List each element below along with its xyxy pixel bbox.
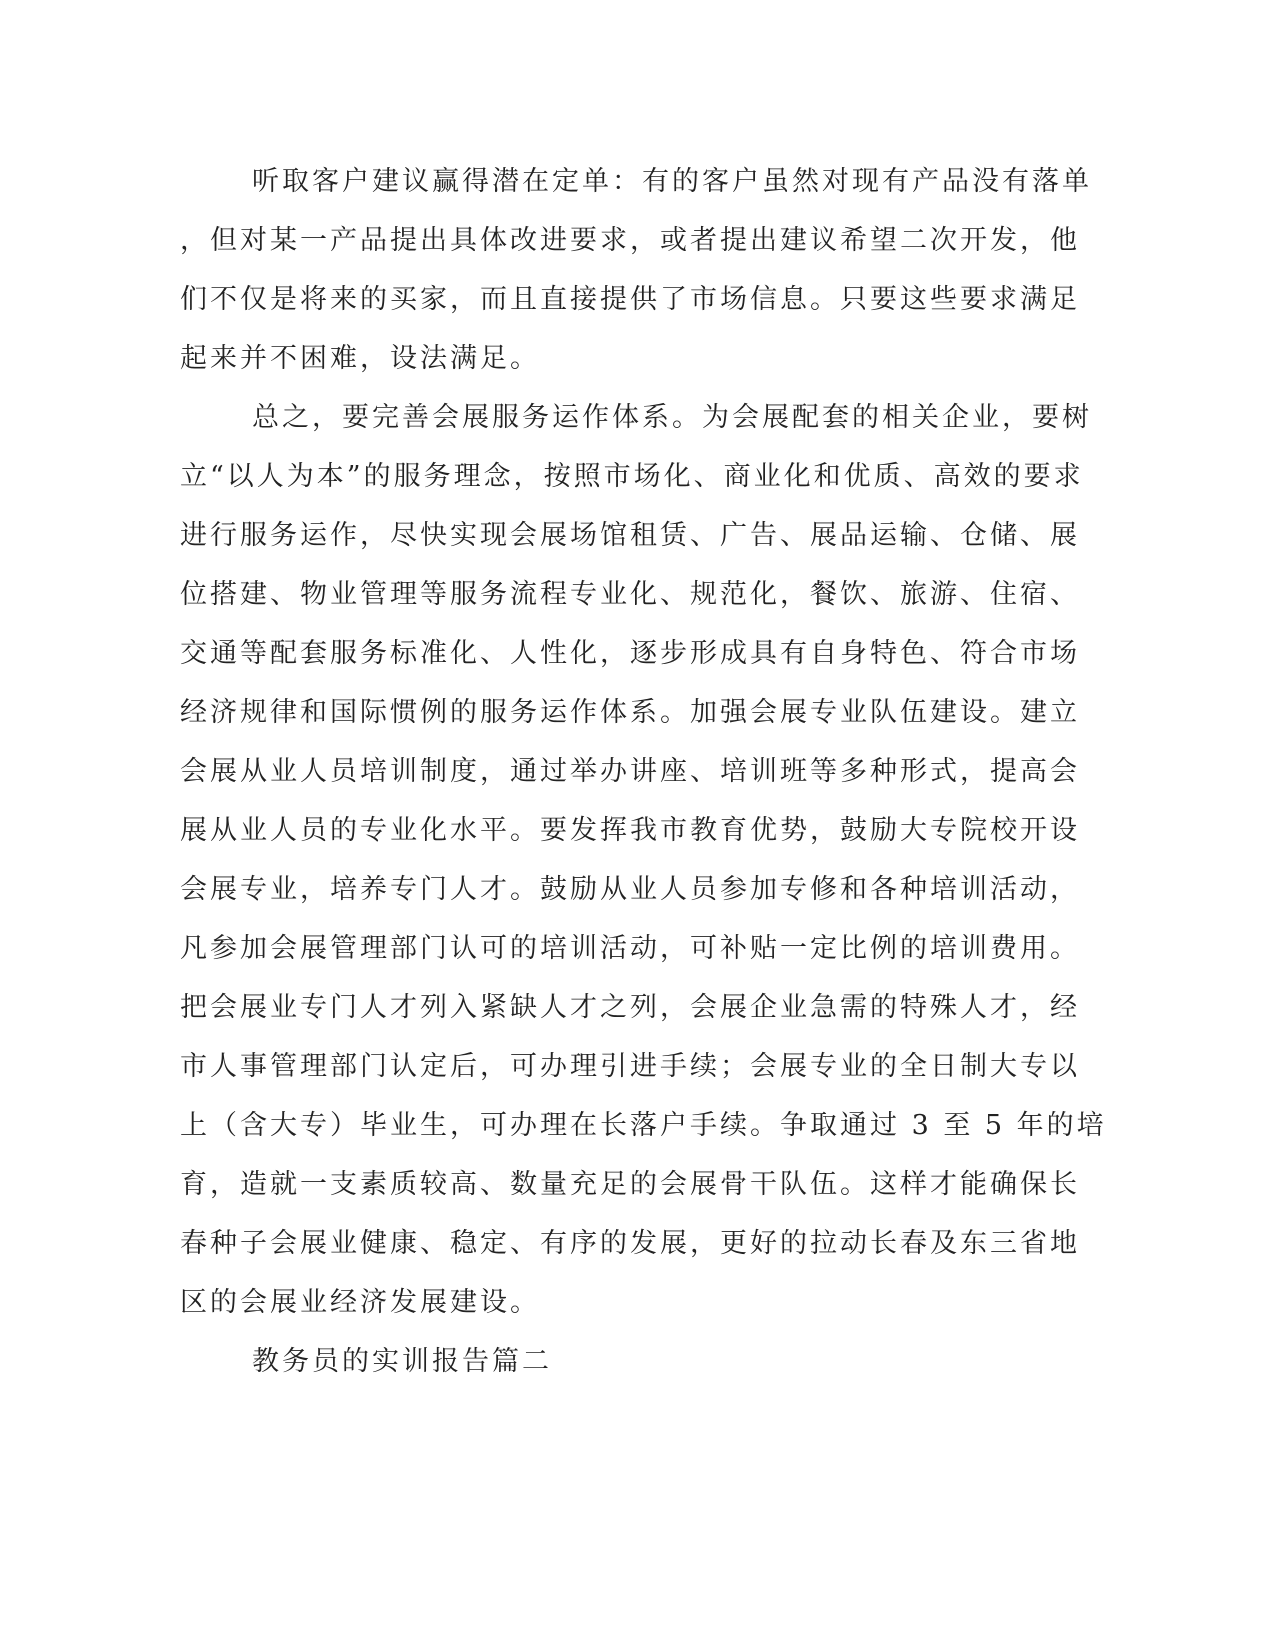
section-heading xyxy=(180,1332,1028,1391)
text-line: 进行服务运作，尽快实现会展场馆租赁、广告、展品运输、仓储、展 xyxy=(180,520,1080,551)
text-line: 经济规律和国际惯例的服务运作体系。加强会展专业队伍建设。建立 xyxy=(180,697,1080,728)
text-line: 们不仅是将来的买家，而且直接提供了市场信息。只要这些要求满足 xyxy=(180,284,1080,315)
text-line: 上（含大专）毕业生，可办理在长落户手续。争取通过 3 至 5 年的培 xyxy=(180,1110,1107,1141)
text-line: ，但对某一产品提出具体改进要求，或者提出建议希望二次开发，他 xyxy=(180,225,1080,256)
text-line: 凡参加会展管理部门认可的培训活动，可补贴一定比例的培训费用。 xyxy=(180,933,1080,964)
text-line: 把会展业专门人才列入紧缺人才之列，会展企业急需的特殊人才，经 xyxy=(180,992,1080,1023)
text-line: 立“以人为本”的服务理念，按照市场化、商业化和优质、高效的要求 xyxy=(180,461,1084,492)
text-line: 交通等配套服务标准化、人性化，逐步形成具有自身特色、符合市场 xyxy=(180,638,1080,669)
text-line: 市人事管理部门认定后，可办理引进手续；会展专业的全日制大专以 xyxy=(180,1051,1080,1082)
text-line: 育，造就一支素质较高、数量充足的会展骨干队伍。这样才能确保长 xyxy=(180,1169,1080,1200)
heading-line: 教务员的实训报告篇二 xyxy=(252,1346,552,1377)
text-line: 听取客户建议赢得潜在定单：有的客户虽然对现有产品没有落单 xyxy=(252,166,1092,197)
document-page xyxy=(180,152,1107,1391)
text-line: 位搭建、物业管理等服务流程专业化、规范化，餐饮、旅游、住宿、 xyxy=(180,579,1080,610)
text-line: 会展专业，培养专门人才。鼓励从业人员参加专修和各种培训活动， xyxy=(180,874,1080,905)
text-line: 起来并不困难，设法满足。 xyxy=(180,343,540,374)
text-line: 总之，要完善会展服务运作体系。为会展配套的相关企业，要树 xyxy=(252,402,1092,433)
text-line: 春种子会展业健康、稳定、有序的发展，更好的拉动长春及东三省地 xyxy=(180,1228,1080,1259)
text-line: 展从业人员的专业化水平。要发挥我市教育优势，鼓励大专院校开设 xyxy=(180,815,1080,846)
paragraph-2 xyxy=(180,388,1107,1332)
text-line: 会展从业人员培训制度，通过举办讲座、培训班等多种形式，提高会 xyxy=(180,756,1080,787)
paragraph-1 xyxy=(180,152,1092,388)
text-line: 区的会展业经济发展建设。 xyxy=(180,1287,540,1318)
